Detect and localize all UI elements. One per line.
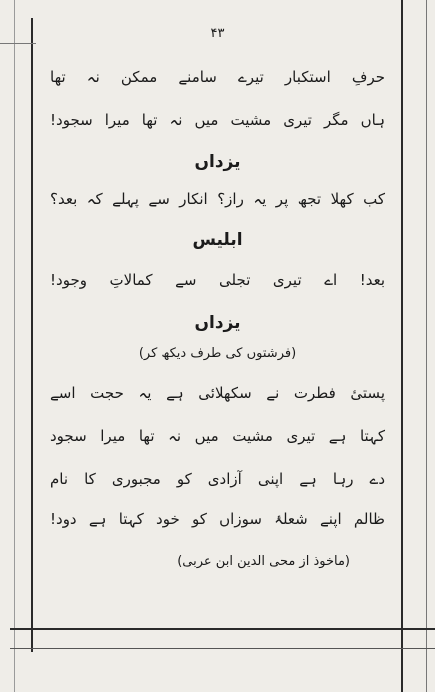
verse-line-8: دے رہا ہے اپنی آزادی کو مجبوری کا نام bbox=[50, 470, 385, 488]
right-margin-rule bbox=[401, 0, 403, 692]
bottom-rule-secondary bbox=[10, 648, 435, 649]
page-number: ۴۳ bbox=[210, 26, 225, 41]
speaker-heading-yazdan-1: یزداں bbox=[194, 152, 241, 172]
verse-line-6: پستیٔ فطرت نے سکھلائی ہے یہ حجت اسے bbox=[50, 384, 385, 402]
right-outer-rule bbox=[426, 0, 427, 692]
stage-direction: (فرشتوں کی طرف دیکھ کر) bbox=[138, 346, 297, 361]
left-margin-rule bbox=[31, 18, 33, 652]
bottom-rule bbox=[10, 628, 435, 630]
speaker-heading-iblis: ابلیس bbox=[192, 230, 243, 250]
verse-line-1: حرفِ استکبار تیرے سامنے ممکن نہ تھا bbox=[50, 68, 385, 86]
speaker-heading-yazdan-2: یزداں bbox=[194, 313, 241, 333]
verse-line-3: کب کھلا تجھ پر یہ راز؟ انکار سے پہلے کہ بعد؟ bbox=[50, 190, 385, 208]
verse-line-2: ہاں مگر تیری مشیت میں نہ تھا میرا سجود! bbox=[50, 111, 385, 129]
source-attribution: (ماخوذ از محی الدین ابن عربی) bbox=[177, 554, 350, 569]
top-left-stub-rule bbox=[0, 43, 36, 44]
verse-line-7: کہتا ہے تیری مشیت میں نہ تھا میرا سجود bbox=[50, 427, 385, 445]
left-outer-rule bbox=[14, 0, 15, 692]
verse-line-4: بعد! اے تیری تجلی سے کمالاتِ وجود! bbox=[50, 271, 385, 289]
verse-line-9: ظالم اپنے شعلۂ سوزاں کو خود کہتا ہے دود! bbox=[50, 510, 385, 528]
